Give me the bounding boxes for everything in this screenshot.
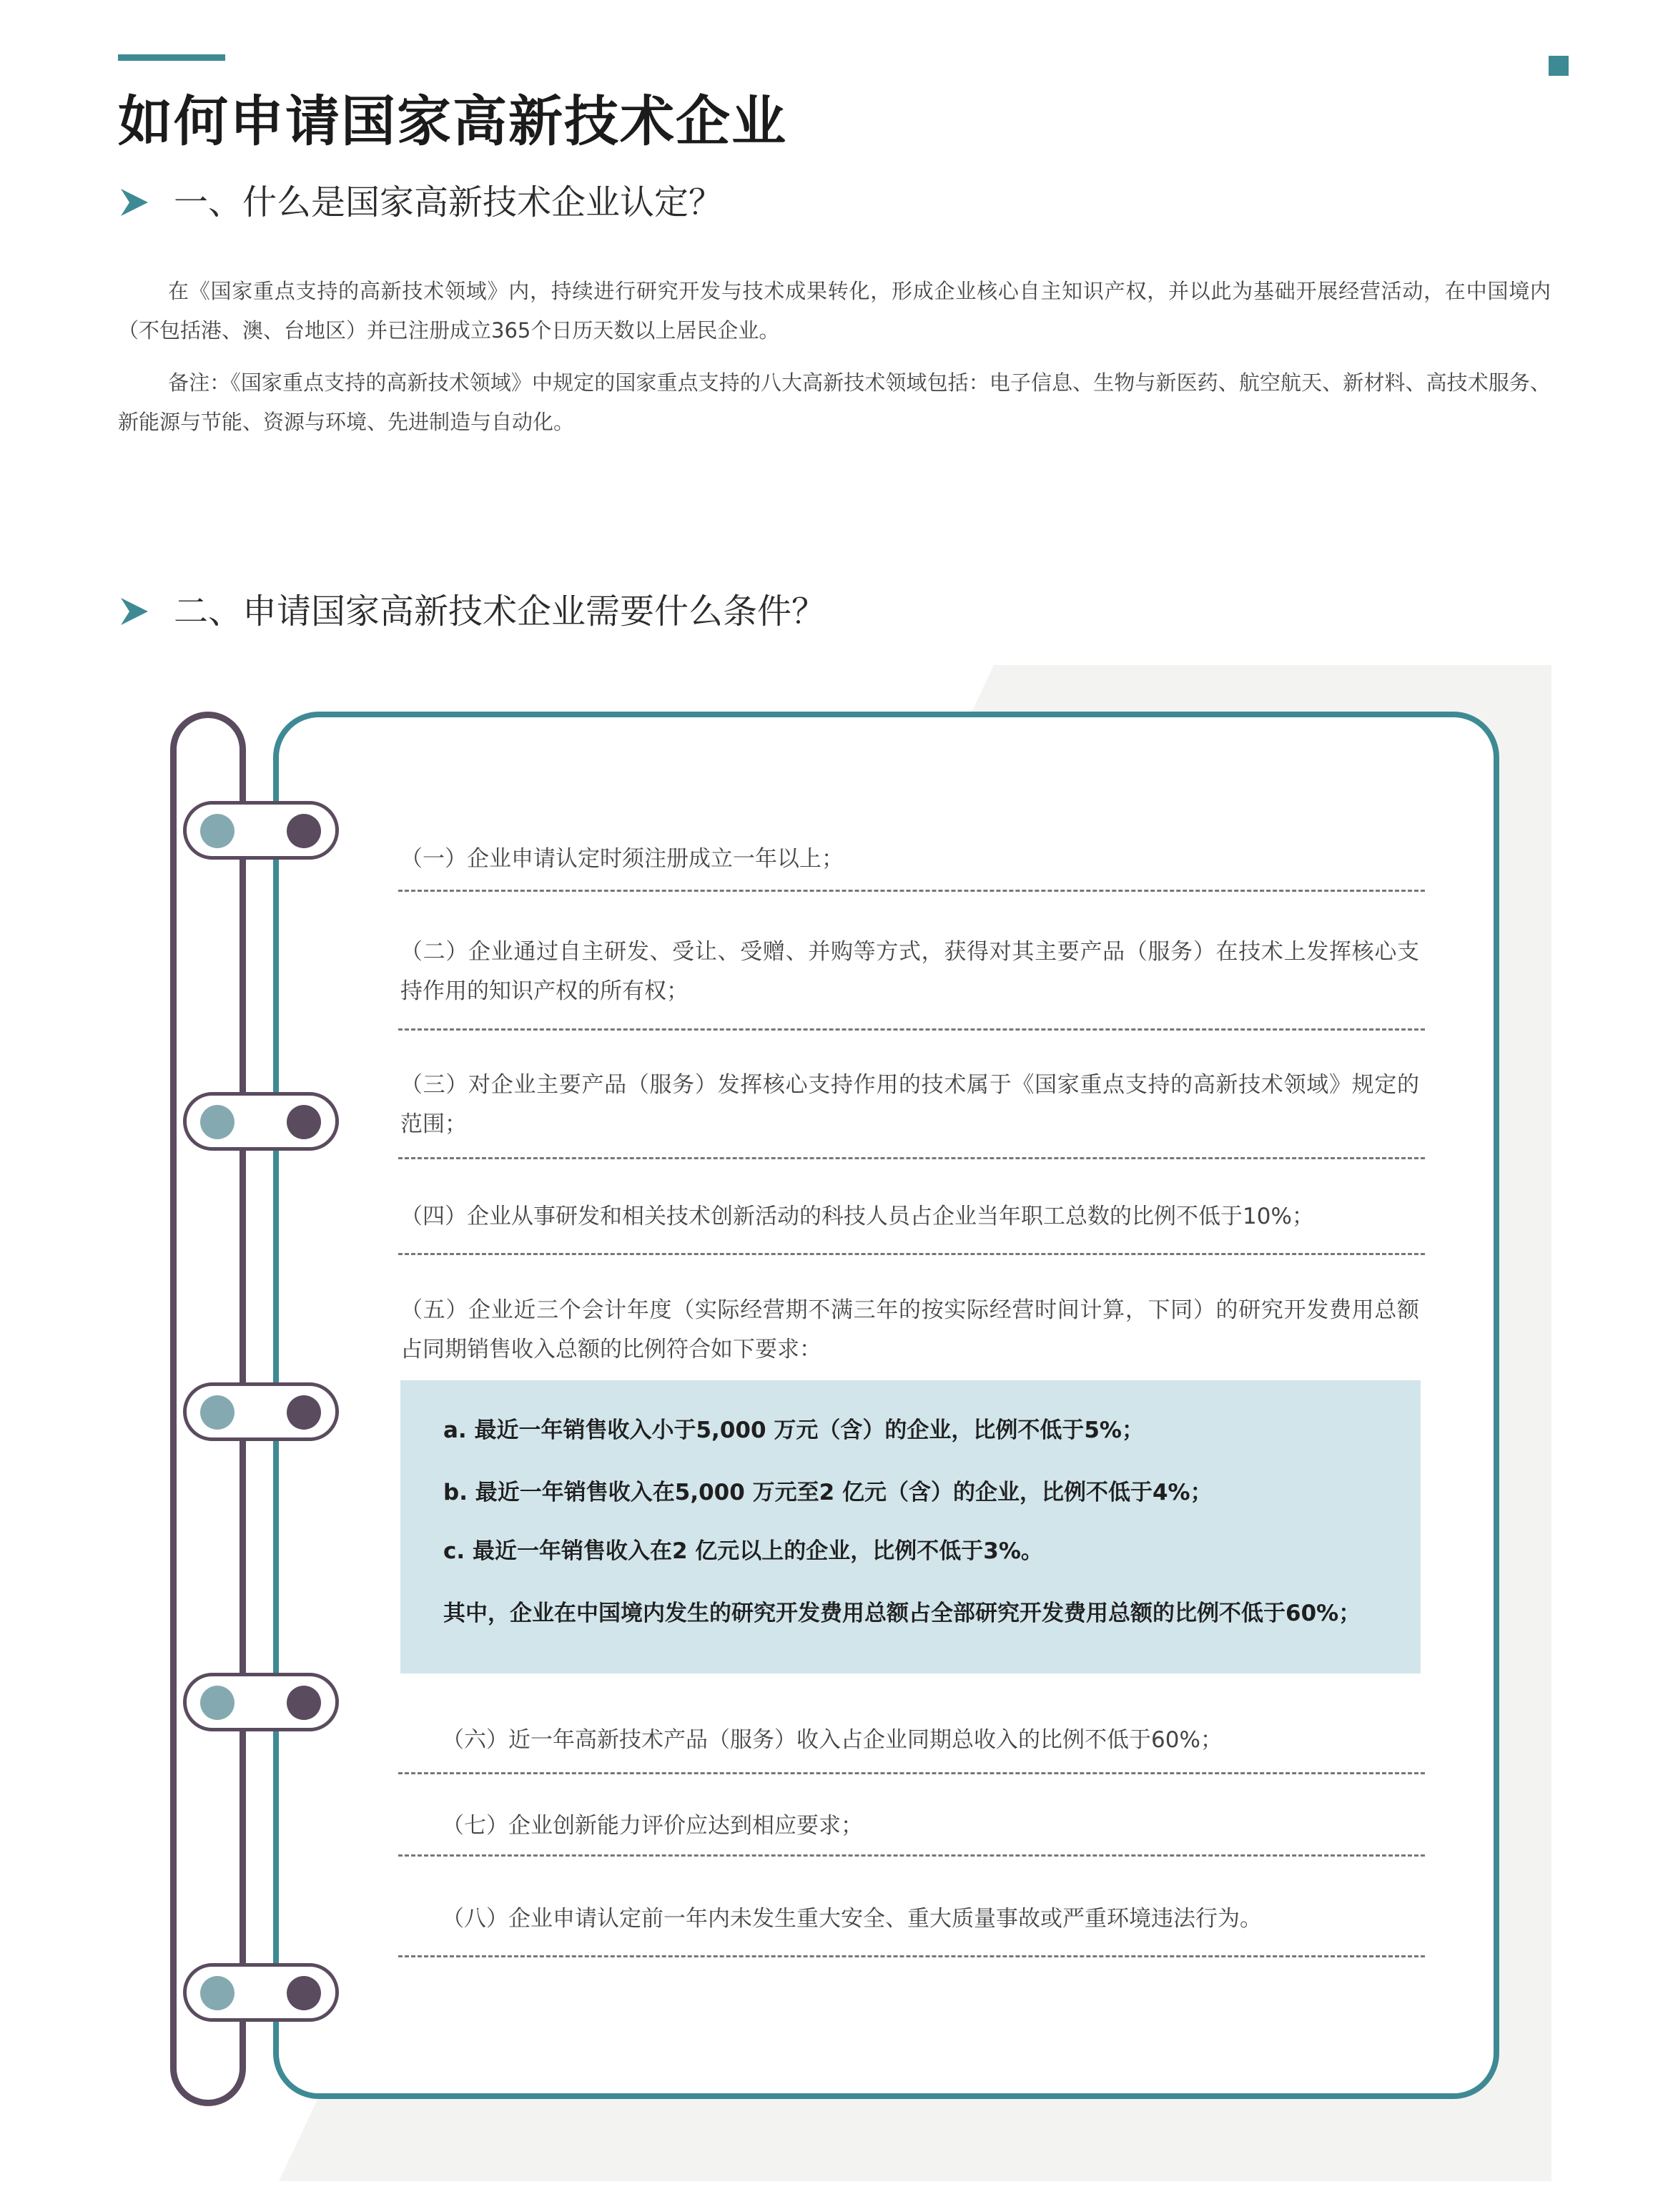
condition-item: （一）企业申请认定时须注册成立一年以上； [400,846,844,872]
dashed-divider [398,1955,1425,1957]
ring-dot [287,1395,321,1430]
requirement-item: b. 最近一年销售收入在5,000 万元至2 亿元（含）的企业，比例不低于4%； [443,1480,1213,1505]
binder-ring [183,1382,339,1441]
ring-dot [200,814,235,848]
ring-dot [287,1976,321,2010]
requirements-box [400,1380,1421,1673]
condition-item: （七）企业创新能力评价应达到相应要求； [442,1813,863,1839]
dashed-divider [398,890,1425,892]
chevron-right-icon [118,186,151,219]
dashed-divider [398,1028,1425,1031]
requirement-item: a. 最近一年销售收入小于5,000 万元（含）的企业，比例不低于5%； [443,1417,1144,1443]
section-1-heading [118,177,976,227]
binder-ring [183,801,339,860]
section-1-heading-text: 一、什么是国家高新技术企业认定？ [174,182,724,222]
ring-dot [200,1686,235,1720]
dashed-divider [398,1157,1425,1159]
section-1-paragraph: 在《国家重点支持的高新技术领域》内，持续进行研究开发与技术成果转化，形成企业核心自主知识产权，并以此为基础开展经营活动，在中国境内（不包括港、澳、台地区）并已注册成立365个日历天数以上居民企业。 [118,279,1551,343]
binder-ring [183,1092,339,1151]
condition-item: （八）企业申请认定前一年内未发生重大安全、重大质量事故或严重环境违法行为。 [442,1906,1262,1932]
binder-ring [183,1673,339,1731]
ring-dot [200,1976,235,2010]
condition-item: （二）企业通过自主研发、受让、受赠、并购等方式，获得对其主要产品（服务）在技术上发挥核心支持作用的知识产权的所有权； [400,939,1419,1004]
ring-dot [287,1686,321,1720]
section-2-heading [118,586,1047,636]
ring-dot [200,1105,235,1139]
dashed-divider [398,1772,1425,1774]
dashed-divider [398,1854,1425,1857]
corner-square-mark [1549,56,1569,76]
condition-item: （四）企业从事研发和相关技术创新活动的科技人员占企业当年职工总数的比例不低于10%； [400,1204,1314,1229]
page-title: 如何申请国家高新技术企业 [118,89,787,153]
section-2-heading-text: 二、申请国家高新技术企业需要什么条件？ [174,591,826,631]
section-1-note: 备注：《国家重点支持的高新技术领域》中规定的国家重点支持的八大高新技术领域包括：电子信息、生物与新医药、航空航天、新材料、高技术服务、新能源与节能、资源与环境、先进制造与自动化。 [118,370,1551,434]
chevron-right-icon [118,595,151,628]
requirement-item: c. 最近一年销售收入在2 亿元以上的企业，比例不低于3%。 [443,1538,1043,1564]
requirement-note: 其中，企业在中国境内发生的研究开发费用总额占全部研究开发费用总额的比例不低于60%； [443,1601,1361,1626]
title-accent-bar [118,54,225,61]
condition-item: （五）企业近三个会计年度（实际经营期不满三年的按实际经营时间计算，下同）的研究开发费用总额占同期销售收入总额的比例符合如下要求： [400,1297,1419,1362]
ring-dot [287,1105,321,1139]
binder-ring [183,1963,339,2022]
condition-item: （六）近一年高新技术产品（服务）收入占企业同期总收入的比例不低于60%； [442,1727,1223,1753]
dashed-divider [398,1253,1425,1255]
condition-item: （三）对企业主要产品（服务）发挥核心支持作用的技术属于《国家重点支持的高新技术领域》规定的范围； [400,1072,1419,1137]
ring-dot [200,1395,235,1430]
ring-dot [287,814,321,848]
